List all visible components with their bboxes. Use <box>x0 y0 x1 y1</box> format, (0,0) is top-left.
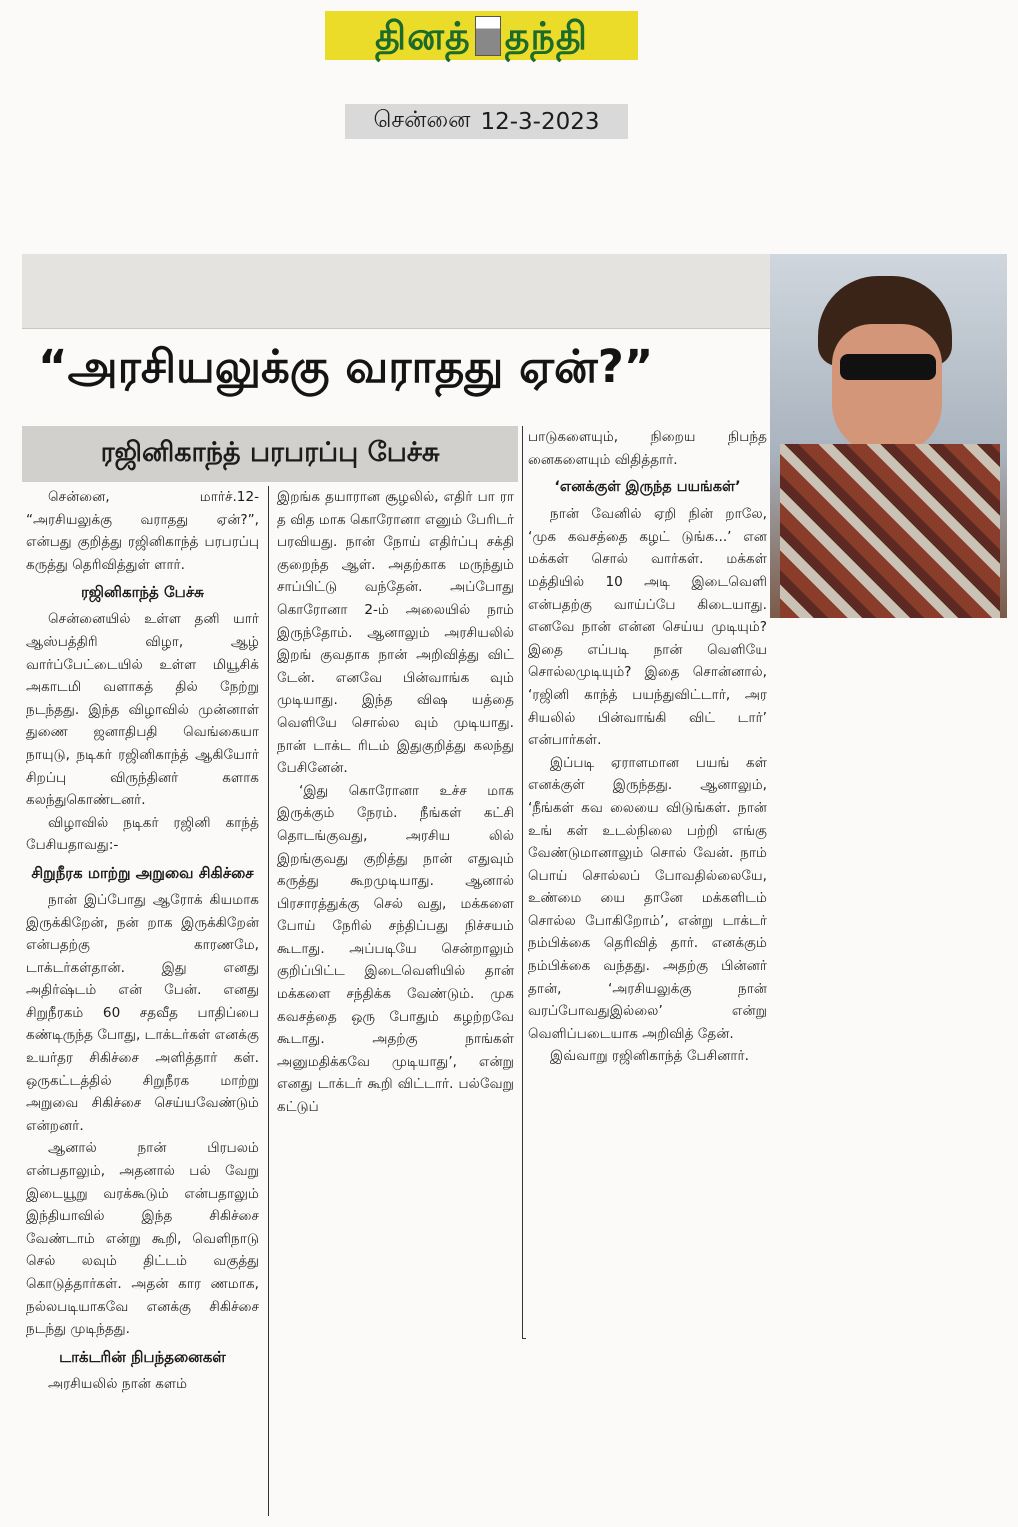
col1-para-1: சென்னை, மார்ச்.12- “அரசியலுக்கு வராதது ஏன்?”, என்பது குறித்து ரஜினிகாந்த் பரபரப்பு கருத்து தெரிவித்துள் ளார். <box>26 489 259 573</box>
col3-para-4: இவ்வாறு ரஜினிகாந்த் பேசினார். <box>550 1048 749 1065</box>
col3-para-2: நான் வேனில் ஏறி நின் றாலே, ‘முக கவசத்தை கழட் டுங்க...’ என மக்கள் சொல் வார்கள். மக்கள் மத்தியில் 10 அடி இடைவெளி என்பதற்கு வாய்ப்பே கிடையாது. எனவே நான் என்ன செய்ய முடியும்? இதை எப்படி நான் வெளியே சொல்லமுடியும்? இதை சொன்னால், ‘ரஜினி காந்த் பயந்துவிட்டார், அர சியலில் பின்வாங்கி விட் டார்’ என்பார்கள். <box>528 506 767 749</box>
col1-para-6: அரசியலில் நான் களம் <box>48 1375 188 1392</box>
masthead-right: தந்தி <box>504 13 589 58</box>
dateline <box>345 104 628 139</box>
col1-subheading-1: ரஜினிகாந்த் பேச்சு <box>81 583 204 602</box>
headline: “அரசியலுக்கு வராதது ஏன்?” <box>38 340 654 393</box>
col3-subheading-1: ‘எனக்குள் இருந்த பயங்கள்’ <box>554 479 741 496</box>
col2-para-2: ‘இது கொரோனா உச்ச மாக இருக்கும் நேரம். நீங்கள் கட்சி தொடங்குவது, அரசிய லில் இறங்குவது குறித்து நான் எதுவும் கருத்து கூறமுடியாது. ஆனால் பிரசாரத்துக்கு செல் வது, மக்களை போய் நேரில் சந்திப்பது நிச்சயம் கூடாது. அப்படியே சென்றாலும் குறிப்பிட்ட இடைவெளியில் தான் மக்களை சந்திக்க வேண்டும். முக கவசத்தை ஒரு போதும் கழற்றவே கூடாது. அதற்கு நாங்கள் அனுமதிக்கவே முடியாது’, என்று எனது டாக்டர் கூறி விட்டார். பல்வேறு கட்டுப் <box>277 782 514 1116</box>
photo-scarf <box>780 444 1000 618</box>
col1-subheading-2: சிறுநீரக மாற்று அறுவை சிகிச்சை <box>31 863 254 882</box>
dateline-city: சென்னை <box>373 107 471 133</box>
subhead-box <box>22 426 518 482</box>
dateline-date: 12-3-2023 <box>480 108 600 135</box>
masthead-emblem-icon <box>475 16 501 56</box>
news-clipping <box>22 254 1007 1519</box>
col2-para-1: இறங்க தயாரான சூழலில், எதிர் பா ரா த வித மாக கொரோனா எனும் பேரிடர் பரவியது. நான் நோய் எதிர்ப்பு சக்தி குறைந்த ஆள். அதற்காக மருந்தும் சாப்பிட்டு வந்தேன். அப்போது கொரோனா 2-ம் அலையில் நாம் இருந்தோம். ஆனாலும் அரசியலில் இறங் குவதாக நான் அறிவித்து விட் டேன். எனவே பின்வாங்க வும் முடியாது. இந்த விஷ யத்தை வெளியே சொல்ல வும் முடியாது. நான் டாக்ட ரிடம் இதுகுறித்து கலந்து பேசினேன். <box>277 489 514 777</box>
column-1 <box>26 486 259 1395</box>
photo-sunglasses <box>840 354 936 380</box>
col1-subheading-3: டாக்டரின் நிபந்தனைகள் <box>59 1347 226 1366</box>
col1-para-3: விழாவில் நடிகர் ரஜினி காந்த் பேசியதாவது:- <box>26 814 259 854</box>
col1-para-4: நான் இப்போது ஆரோக் கியமாக இருக்கிறேன், நன் றாக இருக்கிறேன் என்பதற்கு காரணமே, டாக்டர்கள்தான். இது எனது அதிர்ஷ்டம் என் பேன். எனது சிறுநீரகம் 60 சதவீத பாதிப்பை கண்டிருந்த போது, டாக்டர்கள் எனக்கு உயர்தர சிகிச்சை அளித்தார் கள். ஒருகட்டத்தில் சிறுநீரக மாற்று அறுவை சிகிச்சை செய்யவேண்டும் என்றனர். <box>26 891 259 1134</box>
col1-para-5: ஆனால் நான் பிரபலம் என்பதாலும், அதனால் பல் வேறு இடையூறு வரக்கூடும் என்பதாலும் இந்தியாவில் இந்த சிகிச்சை வேண்டாம் என்று கூறி, வெளிநாடு செல் லவும் திட்டம் வகுத்து கொடுத்தார்கள். அதன் கார ணமாக, நல்லபடியாகவே எனக்கு சிகிச்சை நடந்து முடிந்தது. <box>26 1140 259 1338</box>
col3-para-1: பாடுகளையும், நிறைய நிபந்த னைகளையும் விதித்தார். <box>528 429 767 468</box>
col3-para-3: இப்படி ஏராளமான பயங் கள் எனக்குள் இருந்தது. ஆனாலும், ‘நீங்கள் கவ லையை விடுங்கள். நான் உங் கள் உடல்நிலை பற்றி எங்கு வேண்டுமானாலும் சொல் வேன். நாம் பொய் சொல்லப் போவதில்லையே, உண்மை யை தானே மக்களிடம் சொல்ல போகிறோம்’, என்று டாக்டர் நம்பிக்கை தெரிவித் தார். எனக்கும் நம்பிக்கை வந்தது. அதற்கு பின்னர் தான், ‘அரசியலுக்கு நான் வரப்போவதுஇல்லை’ என்று வெளிப்படையாக அறிவித் தேன். <box>528 754 767 1042</box>
subhead: ரஜினிகாந்த் பரபரப்பு பேச்சு <box>100 436 440 468</box>
column-rule-2 <box>522 426 523 1338</box>
column-3 <box>528 426 767 1068</box>
masthead-left: தினத் <box>374 13 471 58</box>
column-rule-1 <box>268 486 269 1516</box>
rajinikanth-photo <box>770 254 1007 618</box>
column-rule-2-end <box>522 1338 526 1339</box>
newspaper-masthead <box>325 11 638 60</box>
column-2 <box>277 486 514 1119</box>
col1-para-2: சென்னையில் உள்ள தனி யார் ஆஸ்பத்திரி விழா, ஆழ் வார்ப்பேட்டையில் உள்ள மியூசிக் அகாடமி வளாகத் தில் நேற்று நடந்தது. இந்த விழாவில் முன்னாள் துணை ஜனாதிபதி வெங்கையா நாயுடு, நடிகர் ரஜினிகாந்த் ஆகியோர் சிறப்பு விருந்தினர் களாக கலந்துகொண்டனர். <box>26 611 259 809</box>
photo-face <box>832 324 942 454</box>
